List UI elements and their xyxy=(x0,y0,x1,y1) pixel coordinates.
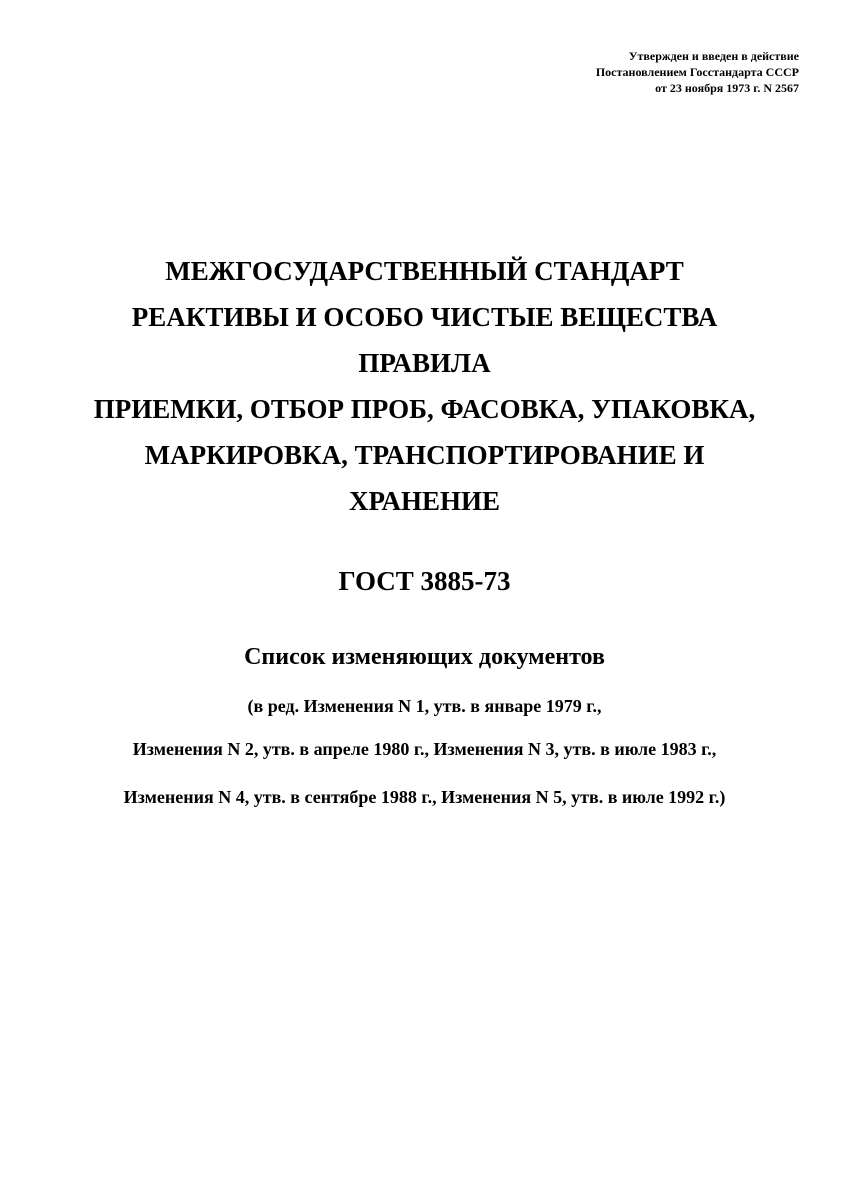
approval-note xyxy=(379,48,799,96)
changes-line: (в ред. Изменения N 1, утв. в январе 1979 г., xyxy=(247,696,602,716)
approval-line: от 23 ноября 1973 г. N 2567 xyxy=(655,81,799,95)
approval-line: Постановлением Госстандарта СССР xyxy=(595,65,799,79)
title-line: ПРАВИЛА xyxy=(358,348,491,378)
title-line: МАРКИРОВКА, ТРАНСПОРТИРОВАНИЕ И xyxy=(144,440,705,470)
title-line: РЕАКТИВЫ И ОСОБО ЧИСТЫЕ ВЕЩЕСТВА xyxy=(131,302,718,332)
changes-line: Изменения N 4, утв. в сентябре 1988 г., Изменения N 5, утв. в июле 1992 г.) xyxy=(123,787,726,807)
title-line: МЕЖГОСУДАРСТВЕННЫЙ СТАНДАРТ xyxy=(165,256,684,286)
document-title xyxy=(0,248,849,524)
changes-heading: Список изменяющих документов xyxy=(244,644,605,670)
gost-number: ГОСТ 3885-73 xyxy=(338,566,511,596)
title-line: ПРИЕМКИ, ОТБОР ПРОБ, ФАСОВКА, УПАКОВКА, xyxy=(93,394,756,424)
changes-line: Изменения N 2, утв. в апреле 1980 г., Изменения N 3, утв. в июле 1983 г., xyxy=(132,739,717,759)
title-line: ХРАНЕНИЕ xyxy=(348,486,501,516)
approval-line: Утвержден и введен в действие xyxy=(628,49,799,63)
